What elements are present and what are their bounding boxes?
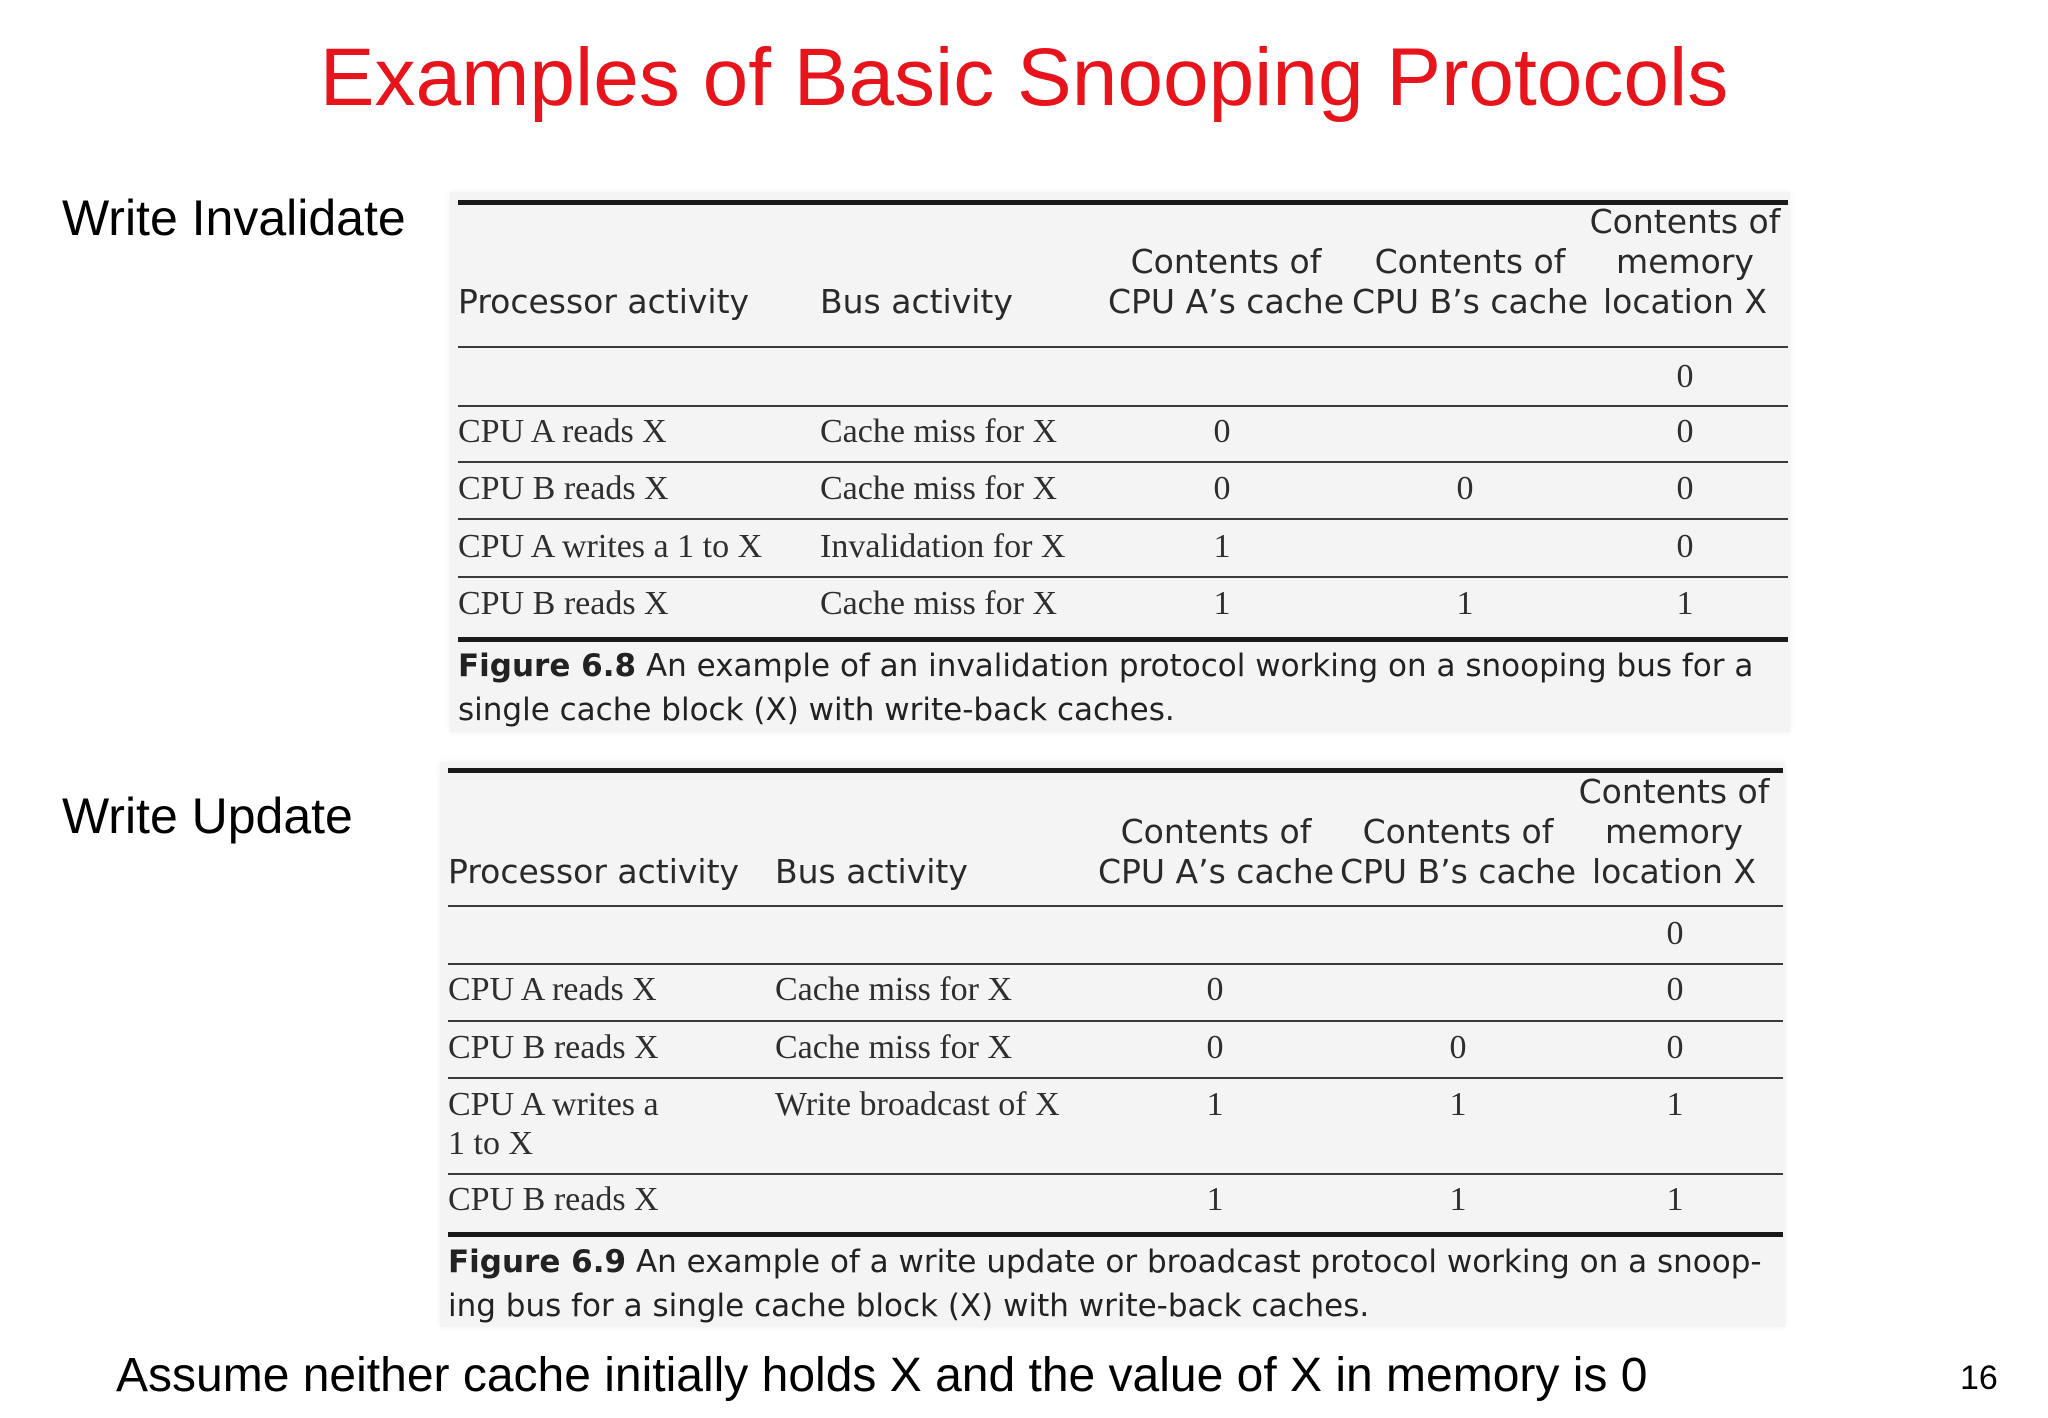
caption-text: An example of a write update or broadcast protocol working on a snoop-ing bus for a single cache block (X) with write-back caches. <box>448 1244 1762 1324</box>
t2-r1-processor: CPU A reads X <box>448 971 657 1008</box>
header-cpu-a-line2: CPU A’s cache <box>1097 852 1335 891</box>
header-cpu-b-line2: CPU B’s cache <box>1351 282 1589 321</box>
caption-text: An example of an invalidation protocol working on a snooping bus for a single cache block (X) with write-back caches. <box>458 648 1754 728</box>
t2-r3-memory: 1 <box>1666 1086 1684 1123</box>
initial-memory-value: 0 <box>1676 358 1694 395</box>
header-rule <box>458 346 1788 348</box>
figure-6-9-update-table <box>440 762 1785 1327</box>
t1-r3-memory: 0 <box>1676 528 1694 565</box>
t1-r4-cpu-b: 1 <box>1456 585 1474 622</box>
t1-r1-cpu-a: 0 <box>1213 413 1231 450</box>
t1-r3-processor: CPU A writes a 1 to X <box>458 528 763 565</box>
t2-r2-cpu-b: 0 <box>1449 1029 1467 1066</box>
t2-r4-memory: 1 <box>1666 1181 1684 1218</box>
t1-r2-memory: 0 <box>1676 470 1694 507</box>
slide-title: Examples of Basic Snooping Protocols <box>319 32 1729 123</box>
header-memory-line2: memory <box>1616 242 1754 281</box>
t1-r1-memory: 0 <box>1676 413 1694 450</box>
write-update-label: Write Update <box>62 788 353 844</box>
t2-r1-bus: Cache miss for X <box>775 971 1013 1008</box>
row-rule <box>448 1173 1783 1175</box>
caption-label: Figure 6.8 <box>458 648 637 684</box>
t2-r3-cpu-b: 1 <box>1449 1086 1467 1123</box>
t2-r4-processor: CPU B reads X <box>448 1181 659 1218</box>
header-cpu-a-line2: CPU A’s cache <box>1107 282 1345 321</box>
t2-r3-bus: Write broadcast of X <box>775 1086 1060 1123</box>
t1-r2-processor: CPU B reads X <box>458 470 669 507</box>
t1-r4-processor: CPU B reads X <box>458 585 669 622</box>
assumption-note: Assume neither cache initially holds X and the value of X in memory is 0 <box>116 1349 1648 1402</box>
t2-r2-memory: 0 <box>1666 1029 1684 1066</box>
row-rule <box>448 1020 1783 1022</box>
t1-r3-cpu-a: 1 <box>1213 528 1231 565</box>
t1-r1-processor: CPU A reads X <box>458 413 667 450</box>
figure-6-9-caption <box>448 1240 1783 1328</box>
t2-r4-cpu-a: 1 <box>1206 1181 1224 1218</box>
t2-r1-memory: 0 <box>1666 971 1684 1008</box>
header-cpu-b-line1: Contents of <box>1362 812 1554 851</box>
t1-r2-bus: Cache miss for X <box>820 470 1058 507</box>
t1-r3-bus: Invalidation for X <box>820 528 1066 565</box>
row-rule <box>458 576 1788 578</box>
header-memory-line3: location X <box>1602 282 1768 321</box>
figure-6-8-caption <box>458 644 1788 732</box>
header-memory-line1: Contents of <box>1578 772 1770 811</box>
header-memory-line3: location X <box>1591 852 1757 891</box>
t1-r4-bus: Cache miss for X <box>820 585 1058 622</box>
table-bottom-rule <box>448 1232 1783 1237</box>
row-rule <box>458 518 1788 520</box>
figure-6-8-invalidation-table <box>450 192 1790 732</box>
page-number: 16 <box>1960 1359 1998 1397</box>
row-rule <box>448 963 1783 965</box>
t1-r1-bus: Cache miss for X <box>820 413 1058 450</box>
t2-r2-bus: Cache miss for X <box>775 1029 1013 1066</box>
write-invalidate-label: Write Invalidate <box>62 190 406 246</box>
header-cpu-a-line1: Contents of <box>1130 242 1322 281</box>
header-cpu-b-line2: CPU B’s cache <box>1339 852 1577 891</box>
caption-label: Figure 6.9 <box>448 1244 627 1280</box>
header-processor-activity: Processor activity <box>448 852 740 891</box>
initial-memory-value: 0 <box>1666 915 1684 952</box>
row-rule <box>448 1077 1783 1079</box>
header-memory-line1: Contents of <box>1589 202 1781 241</box>
t1-r2-cpu-a: 0 <box>1213 470 1231 507</box>
header-cpu-a-line1: Contents of <box>1120 812 1312 851</box>
header-processor-activity: Processor activity <box>458 282 750 321</box>
header-cpu-b-line1: Contents of <box>1374 242 1566 281</box>
header-bus-activity: Bus activity <box>820 282 1013 321</box>
t2-r2-processor: CPU B reads X <box>448 1029 659 1066</box>
t2-r1-cpu-a: 0 <box>1206 971 1224 1008</box>
t2-r4-cpu-b: 1 <box>1449 1181 1467 1218</box>
row-rule <box>458 405 1788 407</box>
t2-r3-processor-line1: CPU A writes a <box>448 1086 659 1123</box>
header-rule <box>448 905 1783 907</box>
table-bottom-rule <box>458 637 1788 642</box>
t2-r3-cpu-a: 1 <box>1206 1086 1224 1123</box>
t1-r4-cpu-a: 1 <box>1213 585 1231 622</box>
t1-r2-cpu-b: 0 <box>1456 470 1474 507</box>
t2-r2-cpu-a: 0 <box>1206 1029 1224 1066</box>
row-rule <box>458 461 1788 463</box>
t2-r3-processor-line2: 1 to X <box>448 1125 533 1162</box>
header-bus-activity: Bus activity <box>775 852 968 891</box>
header-memory-line2: memory <box>1605 812 1743 851</box>
t1-r4-memory: 1 <box>1676 585 1694 622</box>
